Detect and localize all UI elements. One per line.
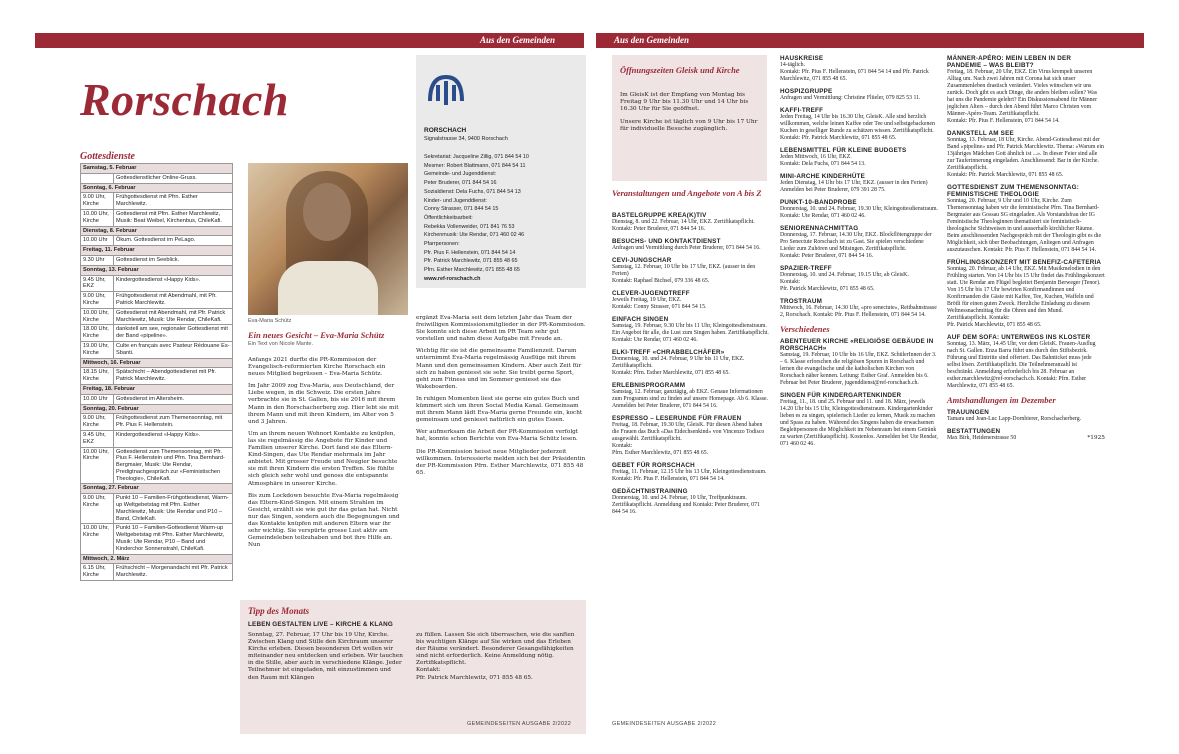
schedule-time: 10.00 Uhr, Kirche [81,524,114,554]
opening-hours-text: Im GleisK ist der Empfang von Montag bis Freitag 9 Uhr bis 11.30 Uhr und 14 Uhr bis 16.30 Uhr für Sie geöffnet. [620,92,749,113]
gottesdienste-heading: Gottesdienste [80,151,135,162]
event-item [947,409,1105,423]
schedule-time: 9.30 Uhr [81,255,114,265]
portrait-photo [248,163,408,315]
schedule-day: Mittwoch, 16. Februar [81,358,233,368]
event-text: Freitag, 11., 18. und 25. Februar und 11. und 18. März, jeweils 14.20 Uhr bis 15 Uhr, Kleingottesdienstraum. Kindergartenkinder lieben es zu singen, spielerisch Lieder zu lernen, Musik zu machen und Spass zu haben. Während des Singens haben die erwachsenen Begleitpersonen die Möglichkeit im Nebenraum bei einem Getränk zu warten (Zertifikatspflicht). Kostenlos. Anmelden bei Ute Rendar, 071 460 02 46. [780,399,938,447]
event-title: TROSTRAUM [780,298,823,305]
contact-box [416,55,586,288]
event-title: GOTTESDIENST ZUM THEMENSONNTAG: FEMINISTISCHE THEOLOGIE [947,184,1080,198]
schedule-day: Samstag, 5. Februar [81,164,233,174]
article-title: Ein neues Gesicht – Eva-Maria Schütz [248,330,385,340]
schedule-text: Gottesdienstlicher Online-Gruss. [114,173,233,183]
event-item [780,55,938,83]
event-item [947,334,1105,390]
portrait-dress [278,261,378,315]
schedule-row [81,209,233,226]
event-text: Jeden Mittwoch, 16 Uhr, EKZ. Kontakt: Dela Fuchs, 071 844 54 13. [780,154,866,167]
schedule-text: Gottesdienst im Altersheim. [114,394,233,404]
schedule-row [81,255,233,265]
gottesdienste-schedule [80,163,233,581]
event-item [780,298,938,319]
article-byline: Ein Text von Nicole Mante. [248,341,314,347]
schedule-time: 10.00 Uhr [81,236,114,246]
schedule-time: 18.00 Uhr, Kirche [81,325,114,342]
event-item [947,184,1105,254]
schedule-day: Sonntag, 6. Februar [81,183,233,193]
schedule-time: 9.00 Uhr, Kirche [81,414,114,431]
contact-line: Peter Bruderer, 071 844 54 16 [424,180,497,187]
event-text: Jeden Freitag, 14 Uhr bis 16.30 Uhr, GleisK. Alle sind herzlich willkommen, welche leinen Kaffee oder Tee und selbstgebackenen Kuchen in geselliger Runde zu schätzen wissen. Zertifikatspflicht. Kontakt: Pfr. Patrick Marchlewitz, 071 855 48 65. [780,114,935,141]
tipp-column-1: Sonntag, 27. Februar, 17 Uhr bis 19 Uhr, Kirche. Zwischen Klang und Stille den Kirchraum unserer Kirche erleben. Diesen besonderen Ort wollen wir miteinander neu entdecken und erleben. Wir tauchen in die Stille, aber auch in verschiedene Klänge. Jeder Teilnehmer ist eingeladen, mit einzustimmen und den Raum mit Klängen [248,632,403,681]
event-title: HOSPIZGRUPPE [780,88,833,95]
schedule-text: Spätschicht – Abendgottesdienst mit Pfr. Patrick Marchlewitz. [114,368,233,385]
event-text: Tamara und Jean-Luc Lapp-Dornbierer, Rorschacherberg. [947,416,1082,422]
footer-left: GEMEINDESEITEN AUSGABE 2/2022 [467,721,572,727]
schedule-day: Freitag, 11. Februar [81,246,233,256]
event-text: Donnerstag, 10. und 24. Februar, 10 Uhr, Treffpunktraum. Zertifikatspflicht. Anmeldung und Kontakt: Peter Bruderer, 071 844 54 16. [612,495,760,515]
tipp-subheading: LEBEN GESTALTEN LIVE – KIRCHE & KLANG [248,621,394,628]
schedule-row [81,236,233,246]
event-title: MINI-ARCHE KINDERHÜTE [780,173,866,180]
schedule-row [81,564,233,581]
contact-line: Gemeinde- und Jugenddienst: [424,171,497,178]
schedule-day-row [81,554,233,564]
schedule-day: Dienstag, 8. Februar [81,226,233,236]
contact-line: Conny Strasser, 071 844 54 15 [424,206,499,213]
event-text: Anfragen und Vermittlung durch Peter Bruderer, 071 844 54 16. [612,245,761,251]
schedule-row [81,275,233,292]
event-item [780,147,938,168]
article-column-1 [248,357,403,554]
event-title: MÄNNER-APÉRO: MEIN LEBEN IN DER PANDEMIE – WAS BLEIBT? [947,55,1072,69]
schedule-time: 18.15 Uhr, Kirche [81,368,114,385]
event-text: Jeden Dienstag, 14 Uhr bis 17 Uhr, EKZ. (ausser in den Ferien) Anmelden bei Peter Bruderer, 079 391 28 75. [780,180,928,193]
schedule-day-row [81,183,233,193]
event-text: Donnerstag, 17. Februar, 14.30 Uhr, EKZ. Blockflötengruppe der Pro Senectute Rorschach ist zu Gast. Sie spielen verschiedene Lieder zum Zuhören und Mitsingen. Zertifikatspflicht. Kontakt: Peter Bruderer, 071 844 54 16. [780,232,932,259]
schedule-time: 10.00 Uhr, Kirche [81,447,114,484]
schedule-day-row [81,484,233,494]
event-item [947,259,1105,329]
schedule-row [81,292,233,309]
contact-line: Rebekka Vollenweider, 071 841 76 53 [424,223,515,230]
schedule-row [81,430,233,447]
schedule-text: Culte en français avec Pasteur Rédouane Es-Sbanti. [114,341,233,358]
event-item [780,173,938,194]
event-text: Samstag, 12. Februar, 10 Uhr bis 17 Uhr, EKZ. (ausser in den Ferien) Kontakt: Raphael Bichsel, 079 336 48 65. [612,264,756,284]
event-item [612,488,770,516]
event-text: Freitag, 18. Februar, 19.30 Uhr, GleisK. Für diesen Abend haben die Frauen das Buch «Das Eidechsenkind» von Vincenzo Todisco ausgewählt. Zertifikatspflicht. Kontakt: Pfrn. Esther Marchlewitz, 071 855 48 65. [612,422,765,456]
event-title: GEDÄCHTNISTRAINING [612,488,688,495]
event-text: 14-täglich. Kontakt: Pfr. Pius F. Hellenstein, 071 844 54 14 und Pfr. Patrick Marchlewitz, 071 855 48 65. [780,62,929,82]
event-item [612,290,770,311]
event-text: Samstag, 12. Februar, ganztägig, ab EKZ. Genaue Informationen zum Programm sind zu finden auf unsere Homepage. Ab 6. Klasse. Anmelden bei Peter Bruderer, 071 844 54 16. [612,389,768,409]
article-paragraph: Wichtig für sie ist die gemeinsame Familienzeit. Darum unternimmt Eva-Maria regelmässig Ausflüge mit ihrem Mann und den gemeinsamen Kindern. Aber auch Zeit für sich zu haben geniesst sie sehr. Sie treibt gerne Sport, geht zum Fitness und im Sommer geniesst sie das Wakeboarden. [416,348,582,390]
amtshandlungen-heading: Amtshandlungen im Dezember [947,395,1056,405]
event-item [947,130,1105,179]
event-text: Sonntag, 13. März, 14.45 Uhr, vor dem GleisK. Frauen-Ausflug nach St. Gallen. Enza Barra führt uns durch den Stiftsbezirk. Führung und Eintritte sind offeriert. Das Bahnticket muss jede selbst lösen. Zertifikatspflicht. Die Teilnehmeranzahl ist beschränkt. Anmeldung erforderlich bis 28. Februar an esther.marchlewitz@ref-rorschach.ch. Kontakt: Pfrn. Esther Marchlewitz, 071 855 48 65. [947,341,1096,389]
event-item [780,199,938,220]
event-item [612,462,770,483]
event-item [612,257,770,285]
event-title: CEVI-JUNGSCHAR [612,257,672,264]
contact-line: Pfrn. Esther Marchlewitz, 071 855 48 65 [424,267,520,274]
website-link[interactable]: www.ref-rorschach.ch [424,275,481,282]
schedule-time: 10.00 Uhr, Kirche [81,209,114,226]
event-text: Anfragen und Vermittlung: Christine Flüeler, 079 825 53 11. [780,95,921,101]
event-title: PUNKT-10-BANDPROBE [780,199,857,206]
schedule-row [81,325,233,342]
header-band-label: Aus den Gemeinden [614,35,690,45]
schedule-text: Frühschicht – Morgenandacht mit Pfr. Patrick Marchlewitz. [114,564,233,581]
schedule-time: 19.00 Uhr, Kirche [81,341,114,358]
event-text: Sonntag, 20. Februar, ab 14 Uhr, EKZ. Mit Musikmelodien in den Frühling starten. Von 14 Uhr bis 15 Uhr findet das Frühlingskonzert statt. Ute Rendar am Flügel begleitet Benjamin Berweger (Tenor). Von 15 Uhr bis 17 Uhr bewirten Konfirmandinnen und Konfirmanden die Gäste mit Kaffee, Tee, Kuchen, Waffeln und Brötli für einen guten Zweck. Herzliche Einladung zu diesem Weltnessnachmittag für die Ohren und den Mund. Zertifikatspflicht. Kontakt: Pfr. Patrick Marchlewitz, 071 855 48 65. [947,266,1105,328]
event-item [947,55,1105,125]
schedule-day-row [81,246,233,256]
schedule-text: Frühgottesdienst zum Themensonntag, mit Pfr. Pius F. Hellenstein. [114,414,233,431]
event-item [612,415,770,457]
contact-address: Signalstrasse 34, 9400 Rorschach [424,136,508,142]
article-paragraph: Bis zum Lockdown besuchte Eva-Maria regelmässig das Eltern-Kind-Singen. Mit einem Strahlen im Gesicht, erzählt sie wie gut ihr das getan hat. Nicht nur das Singen, sondern auch die Begegnungen und das Kontakte knüpfen mit anderen Eltern war ihr sehr wichtig. Sie verspürte grosse Lust aktiv am Gemeindeleben teilzuhaben und bot ihre Hilfe an. Nun [248,492,400,549]
schedule-text: Gottesdienst mit Abendmahl, mit Pfr. Patrick Marchlewitz, Musik: Ute Rendar, ChileKafi. [114,308,233,325]
schedule-day-row [81,384,233,394]
event-text: Samstag, 19. Februar, 9.30 Uhr bis 11 Uhr, Kleingottesdienstraum. Ein Angebot für alle, die Lust zum Singen haben. Zertifikatspflicht. Kontakt: Ute Rendar, 071 460 02 46. [612,323,769,343]
event-title: GEBET FÜR RORSCHACH [612,462,695,469]
tipp-box [240,600,586,734]
schedule-row [81,447,233,484]
event-text: Freitag, 18. Februar, 20 Uhr, EKZ. Ein Virus krempelt unseren Alltag um. Nach zwei Jahren mit Corona hat sich unser Zusammenleben drastisch verändert. Vieles wünschen wir uns zurück. Doch gibt es auch Dinge, die anders bleiben sollen? Was hat uns die Pandemie gelehrt? Ein Diskussionsabend für Männer jeglichen Alters – durch den Abend führt Marco Christen vom Männer-Apéro-Team. Zertifikatspflicht. Kontakt: Pfr. Pius F. Hellenstein, 071 844 54 14. [947,69,1098,124]
schedule-day: Sonntag, 20. Februar [81,404,233,414]
schedule-row [81,414,233,431]
schedule-text: Gottesdienst im Seeblick. [114,255,233,265]
event-title: CLEVER-JUGENDTREFF [612,290,690,297]
schedule-time: 9.00 Uhr, Kirche [81,494,114,524]
event-item [780,338,938,387]
event-item [780,225,938,260]
opening-hours-heading: Öffnungszeiten Gleisk und Kirche [620,65,740,75]
header-band-left [35,33,584,48]
schedule-text: Frühgottesdienst mit Pfrn. Esther Marchlewitz. [114,193,233,210]
schedule-time: 10.00 Uhr [81,394,114,404]
event-item [612,212,770,233]
article-paragraph: Um an ihrem neuen Wohnort Kontakte zu knüpfen, las sie regelmässig die Angebote für Kinder und Familien unserer Kirche. Dort fand sie das Eltern-Kind-Singen, das Ute Rendar mehrmals im Jahr anbietet. Mit grosser Freude und Neugier besuchte sie mit ihren Kindern die ersten Treffen. Sie fühlte sich gleich sehr wohl und genoss die entspannte Atmosphäre in unserer Kirche. [248,430,398,487]
schedule-day: Sonntag, 27. Februar [81,484,233,494]
schedule-row [81,173,233,183]
event-title: BESTATTUNGEN [947,428,1001,435]
event-text: Samstag, 19. Februar, 10 Uhr bis 16 Uhr, EKZ. SchülerInnen der 3. – 6. Klasse erforschen die religiösen Spuren in Rorschach und lernen die evangelische und die katholischen Kirchen von Rorschach näher kennen. Leitung: Esther Graf. Anmelden bis 6. Februar bei Peter Bruderer, jugenddienst@ref-rorschach.ch. [780,352,937,386]
schedule-time: 9.00 Uhr, Kirche [81,292,114,309]
contact-line: Pfr. Patrick Marchlewitz, 071 855 48 65 [424,258,518,265]
event-text: Donnerstag, 10. und 24. Februar, 9 Uhr bis 11 Uhr, EKZ. Zertifikatspflicht. Kontakt: Pfrn. Esther Marchlewitz, 071 855 48 65. [612,356,745,376]
schedule-time: 10.00 Uhr, Kirche [81,308,114,325]
verschiedenes-heading: Verschiedenes [780,324,830,334]
schedule-text: Frühgottesdienst mit Abendmahl, mit Pfr. Patrick Marchlewitz. [114,292,233,309]
contact-line: Kinder- und Jugenddienst: [424,197,487,204]
event-item [612,382,770,410]
contact-line: Sekretariat: Jacqueline Zillig, 071 844 54 10 [424,154,529,160]
schedule-day: Sonntag, 13. Februar [81,265,233,275]
article-paragraph: Anfangs 2021 durfte die PR-Kommission der Evangelisch-reformierten Kirche Rorschach ein neues Mitglied begrüssen – Eva-Maria Schütz. [248,357,386,378]
schedule-text: Gottesdienst zum Themensonntag, mit Pfr. Pius F. Hellenstein und Pfrn. Tina Bernhard-Bergmaier, Musik: Ute Rendar, Predigtnachgespräch zur «Feministischen Theologie», ChileKafi. [114,447,233,484]
church-logo-icon [424,71,468,111]
schedule-day: Mittwoch, 2. März [81,554,233,564]
schedule-text: Punkt 10 – Familien-Gottesdienst Warm-up Weltgebetstag mit Pfrn. Esther Marchlewitz, Musik: Ute Rendar, P10 – Band und Kinderchor Sonnenstrahl, ChileKafi. [114,524,233,554]
church-hours-text: Unsere Kirche ist täglich von 9 Uhr bis 17 Uhr für individuelle Besuche zugänglich. [620,118,758,132]
event-text: Max Birk, Heidenerstrasse 50 [947,435,1017,441]
event-title: EINFACH SINGEN [612,316,669,323]
events-heading: Veranstaltungen und Angebote von A bis Z [612,188,762,198]
event-item [780,265,938,293]
event-text: Jeweils Freitag, 19 Uhr, EKZ. Kontakt: Conny Strasser, 071 844 54 15. [612,297,707,310]
schedule-row [81,341,233,358]
event-title: KAFFI-TREFF [780,107,824,114]
article-paragraph: Im Jahr 2009 zog Eva-Maria, aus Deutschland, der Liebe wegen, in die Schweiz. Die ersten Jahre verbrachte sie in St. Gallen, bis sie 2016 mit ihrem Mann in den Rorschacherberg zog. Hier lebt sie mit ihrem Mann und mit ihren Kindern, im Alter von 5 und 3 Jahren. [248,383,399,425]
schedule-row [81,368,233,385]
contact-line: Mesmer: Robert Blattmann, 071 844 54 11 [424,162,526,169]
event-title: AUF DEM SOFA: UNTERWEGS INS KLOSTER [947,334,1091,341]
event-text: Dienstag, 8. und 22. Februar, 14 Uhr, EKZ. Zertifikatspflicht. Kontakt: Peter Bruderer, 071 844 54 16. [612,219,755,232]
contact-line: Pfarrpersonen: [424,241,460,248]
schedule-text: Ökum. Gottesdienst im PeLago. [114,236,233,246]
event-text: Donnerstag, 10. und 24. Februar, 19.15 Uhr, ab GleisK. Kontakt: Pfr. Patrick Marchlewitz, 071 855 48 65. [780,272,909,292]
schedule-text: Gottesdienst mit Pfrn. Esther Marchlewitz, Musik: Beat Weibel, Kirchenbus, ChileKafi. [114,209,233,226]
events-column-c [947,55,1105,441]
event-text: Sonntag, 13. Februar, 18 Uhr, Kirche. Abend-Gottesdienst mit der Band «pipeline» und Pfr. Patrick Marchlewitz. Thema: «Warum ein 13jähriges Mädchen Gott ähnlich ist ...». In dieser Feier sind alle zur Tauferinnerung eingeladen. Anschliessend: Bar in der Kirche. Zertifikatspflicht. Kontakt: Pfr. Patrick Marchlewitz, 071 855 48 65. [947,137,1104,178]
event-text: Donnerstag, 10. und 24. Februar, 19.30 Uhr, Kleingottesdienstraum. Kontakt: Ute Rendar, 071 460 02 46. [780,206,938,219]
event-item [612,349,770,377]
schedule-time: 9.00 Uhr, Kirche [81,193,114,210]
event-title: DANKSTELL AM SEE [947,130,1014,137]
event-item [780,392,938,448]
contact-line: Sozialdienst: Dela Fuchs, 071 844 54 13 [424,188,521,195]
event-title: HAUSKREISE [780,55,824,62]
tipp-column-2: zu füllen. Lassen Sie sich überraschen, wie die sanften bis wuchtigen Klänge auf Sie wirken und das Erleben der Räume verändert. Besonderer Gesangsfähigkeiten sind nicht erforderlich. Keine Anmeldung nötig. Zertifikatspflicht. Kontakt: Pfr. Patrick Marchlewitz, 071 855 48 65. [416,632,575,681]
event-text: Sonntag, 20. Februar, 9 Uhr und 10 Uhr, Kirche. Zum Themensonntag haben wir die feministische Pfrn. Tina Bernhard-Bergmaier aus Gossau SG eingeladen. Als Vorstandsfrau der IG Feministische Theologinnen thematisiert sie feministisch-theologische Sichtweisen in und ausserhalb kirchlicher Räume. Beim anschliessenden Nachgespräch mit der Theologin gibt es die Möglichkeit, sich über Beobachtungen, Anliegen und Anfragen auszutauschen. Kontakt: Pfr. Pius F. Hellenstein, 071 844 54 14. [947,198,1102,253]
schedule-row [81,193,233,210]
schedule-time: 9.45 Uhr, EKZ [81,430,114,447]
photo-caption: Eva-Maria Schütz [248,318,292,324]
header-band-label: Aus den Gemeinden [480,35,556,45]
schedule-row [81,524,233,554]
schedule-day-row [81,164,233,174]
contact-line: Kirchenmusik: Ute Rendar, 071 460 02 46 [424,232,525,239]
schedule-row [81,308,233,325]
event-text: Freitag, 11. Februar, 12.15 Uhr bis 13 Uhr, Kleingottesdienstraum. Kontakt: Pfr. Pius F. Hellenstein, 071 844 54 14. [612,469,767,482]
article-paragraph: ergänzt Eva-Maria seit dem letzten Jahr das Team der freiwilligen Kommissionsmitglieder in der PR-Kommission. Sie konnte sich diese Arbeit im PR Team sehr gut vorstellen und nahm diese Aufgabe mit Freude an. [416,315,586,343]
opening-hours-box [612,55,767,181]
event-text: Mittwoch, 16. Februar, 14.30 Uhr, «pro senectute», Reitbahnstrasse 2, Rorschach. Kontakt: Pfr. Pius F. Hellenstein, 071 844 54 14. [780,305,937,318]
event-title: SINGEN FÜR KINDERGARTENKINDER [780,392,902,399]
event-title: ESPRESSO – LESERUNDE FÜR FRAUEN [612,415,742,422]
schedule-time [81,173,114,183]
schedule-day-row [81,358,233,368]
schedule-day-row [81,226,233,236]
schedule-day: Freitag, 18. Februar [81,384,233,394]
contact-line: Pfr. Pius F. Hellenstein, 071 844 54 14 [424,249,516,256]
page-title: Rorschach [80,74,289,125]
event-item [612,316,770,344]
event-title: LEBENSMITTEL FÜR KLEINE BUDGETS [780,147,907,154]
footer-right: GEMEINDESEITEN AUSGABE 2/2022 [612,721,717,727]
event-item [780,107,938,142]
contact-line: Öffentlichkeitsarbeit: [424,214,473,221]
schedule-time: 9.45 Uhr, EKZ [81,275,114,292]
schedule-time: 6.15 Uhr, Kirche [81,564,114,581]
event-title: FRÜHLINGSKONZERT MIT BENEFIZ-CAFETERIA [947,259,1102,266]
event-title: ELKI-TREFF «CHRABBELCHÄFER» [612,349,725,356]
event-item [780,88,938,102]
event-title: BESUCHS- UND KONTAKTDIENST [612,238,721,245]
tipp-heading: Tipp des Monats [248,606,310,616]
event-title: SPAZIER-TREFF [780,265,832,272]
schedule-text: Kindergottesdienst «Happy Kids». [114,275,233,292]
contact-org: RORSCHACH [424,127,467,134]
event-title: BASTELGRUPPE KREA(K)TIV [612,212,707,219]
event-item [612,238,770,252]
event-title: SENIORENNACHMITTAG [780,225,859,232]
schedule-row [81,394,233,404]
header-band-right [596,33,1144,48]
schedule-day-row [81,404,233,414]
article-paragraph: Wer aufmerksam die Arbeit der PR-Kommission verfolgt hat, konnte schon Berichte von Eva-Maria Schütz lesen. [416,429,579,443]
article-column-2 [416,315,586,482]
event-title: ABENTEUER KIRCHE «RELIGIÖSE GEBÄUDE IN RORSCHACH» [780,338,934,352]
event-title: TRAUUNGEN [947,409,990,416]
events-column-a [612,212,770,521]
event-title: ERLEBNISPROGRAMM [612,382,686,389]
schedule-row [81,494,233,524]
death-year: *1925 [1087,435,1105,441]
schedule-text: Punkt 10 – Familien-Frühgottesdienst, Warm-up Weltgebetstag mit Pfrn. Esther Marchlewitz, Musik: Ute Rendar und P10 – Band, ChileKafi. [114,494,233,524]
schedule-day-row [81,265,233,275]
article-paragraph: Die PR-Kommission heisst neue Mitglieder jederzeit willkommen. Interessierte melden sich bei der Präsidentin der PR-Kommission Pfrn. Esther Marchlewitz, 071 855 48 65. [416,448,586,476]
schedule-text: Kindergottesdienst «Happy Kids». [114,430,233,447]
events-column-b [780,55,938,453]
schedule-text: dankstell am see, regionaler Gottesdienst mit der Band «pipeline». [114,325,233,342]
article-paragraph: In ruhigen Momenten liest sie gerne ein gutes Buch und kümmert sich um ihren Social Media Kanal. Gemeinsam mit ihrem Mann lädt Eva-Maria gerne Freunde ein, kocht gemeinsam und geniesst natürlich ein gutes Essen. [416,395,583,424]
